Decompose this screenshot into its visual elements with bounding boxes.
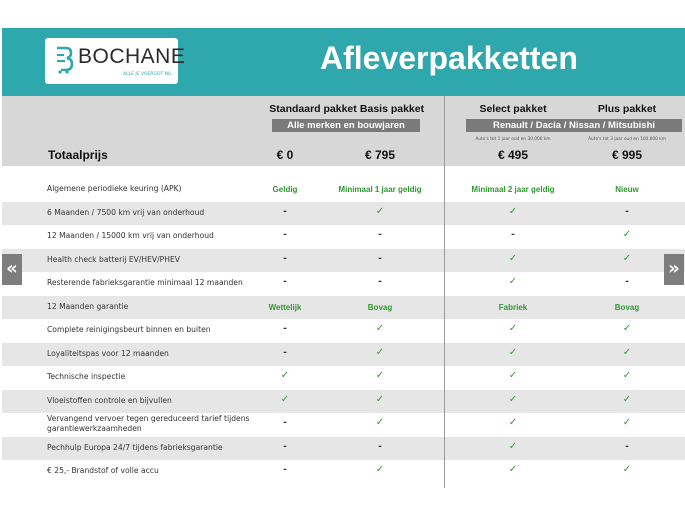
price-select: € 495 — [497, 148, 529, 162]
table-row — [2, 437, 685, 461]
check-icon: ✓ — [375, 370, 385, 381]
dash-mark: - — [283, 206, 287, 217]
feature-label: Loyaliteitspas voor 12 maanden — [47, 348, 169, 358]
group-label-all-brands: Alle merken en bouwjaren — [272, 119, 420, 132]
dash-mark: - — [283, 441, 287, 452]
feature-label: Vloeistoffen controle en bijvullen — [47, 395, 172, 405]
brand-tagline: ALLE JE VOERGOT NIL — [123, 72, 172, 77]
select-note: Auto's tot 1 jaar oud en 30.000 km — [475, 137, 551, 142]
check-icon: ✓ — [622, 252, 632, 264]
check-icon: ✓ — [508, 370, 518, 381]
dash-mark: - — [378, 441, 382, 452]
check-icon: ✓ — [508, 205, 518, 217]
check-icon: ✓ — [280, 370, 290, 381]
check-icon: ✓ — [508, 417, 518, 428]
check-icon: ✓ — [622, 417, 632, 428]
table-row — [2, 272, 685, 296]
cell-value: Minimaal 2 jaar geldig — [471, 185, 555, 194]
cell-value: Bovag — [614, 302, 640, 312]
column-select: Select pakket — [479, 103, 547, 115]
check-icon: ✓ — [508, 393, 518, 405]
brand-name: BOCHANE — [78, 45, 186, 68]
dash-mark: - — [378, 230, 382, 240]
feature-label: Complete reinigingsbeurt binnen en buiten — [47, 325, 211, 334]
table-row — [2, 202, 685, 226]
dash-mark: - — [378, 277, 382, 287]
next-slide-button[interactable]: » — [664, 254, 684, 285]
cell-value: Geldig — [272, 185, 298, 194]
check-icon: ✓ — [622, 346, 632, 358]
price-plus: € 995 — [611, 148, 643, 162]
column-divider — [444, 96, 445, 488]
feature-label: Technische inspectie — [47, 372, 126, 381]
cell-value: Minimaal 1 jaar geldig — [338, 185, 422, 194]
dash-mark: - — [283, 253, 287, 264]
cell-value: Fabriek — [498, 302, 528, 312]
check-icon: ✓ — [622, 464, 632, 475]
brand-logo[interactable] — [45, 38, 186, 84]
column-standaard: Standaard pakket — [269, 103, 357, 115]
feature-label: Health check batterij EV/HEV/PHEV — [47, 254, 180, 264]
table-row — [2, 225, 685, 249]
check-icon: ✓ — [622, 393, 632, 405]
column-basis: Basis pakket — [359, 103, 425, 115]
check-icon: ✓ — [375, 393, 385, 405]
package-comparison-slide — [2, 28, 685, 488]
column-plus: Plus pakket — [597, 103, 657, 115]
feature-label: Vervangend vervoer tegen gereduceerd tarief tijdens garantiewerkzaamheden — [47, 414, 250, 433]
feature-label: Pechhulp Europa 24/7 tijdens fabrieksgarantie — [47, 442, 223, 452]
dash-mark: - — [283, 347, 287, 358]
check-icon: ✓ — [508, 464, 518, 475]
cell-value: Nieuw — [615, 185, 639, 194]
dash-mark: - — [283, 418, 287, 428]
check-icon: ✓ — [375, 205, 385, 217]
table-row — [2, 319, 685, 343]
page-title: Afleverpakketten — [320, 40, 578, 76]
feature-label: Resterende fabrieksgarantie minimaal 12 maanden — [47, 278, 243, 287]
feature-label: 6 Maanden / 7500 km vrij van onderhoud — [47, 207, 205, 217]
dash-mark: - — [625, 206, 629, 217]
group-label-brands: Renault / Dacia / Nissan / Mitsubishi — [466, 119, 682, 132]
feature-label: Algemene periodieke keuring (APK) — [47, 184, 182, 193]
check-icon: ✓ — [508, 440, 518, 452]
dash-mark: - — [283, 324, 287, 334]
table-row — [2, 390, 685, 414]
check-icon: ✓ — [622, 229, 632, 240]
feature-label: 12 Maanden garantie — [47, 301, 129, 311]
price-standaard: € 0 — [276, 148, 294, 162]
table-row — [2, 249, 685, 273]
feature-label: 12 Maanden / 15000 km vrij van onderhoud — [47, 231, 214, 240]
dash-mark: - — [378, 253, 382, 264]
plus-note: Auto's tot 3 jaar oud en 100.000 km — [588, 137, 666, 142]
check-icon: ✓ — [375, 346, 385, 358]
total-price-label: Totaalprijs — [48, 148, 108, 162]
table-row — [2, 343, 685, 367]
logo-cart-icon — [55, 46, 73, 74]
check-icon: ✓ — [622, 370, 632, 381]
check-icon: ✓ — [508, 346, 518, 358]
check-icon: ✓ — [375, 464, 385, 475]
table-row — [2, 296, 685, 320]
dash-mark: - — [283, 465, 287, 475]
table-row — [2, 178, 685, 202]
price-basis: € 795 — [364, 148, 396, 162]
check-icon: ✓ — [280, 393, 290, 405]
cell-value: Bovag — [367, 302, 393, 312]
dash-mark: - — [625, 441, 629, 452]
cell-value: Wettelijk — [268, 302, 302, 312]
dash-mark: - — [283, 277, 287, 287]
check-icon: ✓ — [508, 323, 518, 334]
dash-mark: - — [625, 277, 629, 287]
feature-label: € 25,- Brandstof of volle accu — [47, 466, 159, 475]
table-row — [2, 460, 685, 484]
check-icon: ✓ — [622, 323, 632, 334]
check-icon: ✓ — [508, 252, 518, 264]
header-banner — [2, 28, 685, 96]
check-icon: ✓ — [375, 323, 385, 334]
table-row — [2, 366, 685, 390]
previous-slide-button[interactable]: « — [2, 254, 22, 285]
dash-mark: - — [283, 230, 287, 240]
check-icon: ✓ — [375, 417, 385, 428]
check-icon: ✓ — [508, 276, 518, 287]
dash-mark: - — [511, 230, 515, 240]
table-row — [2, 413, 685, 437]
